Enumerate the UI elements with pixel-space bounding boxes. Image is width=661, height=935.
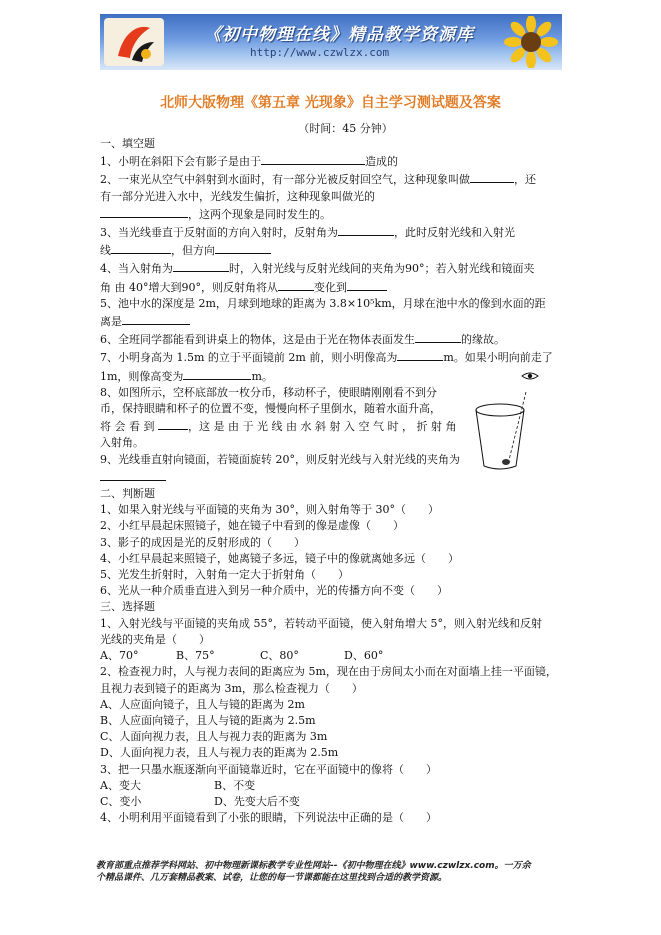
choice-options-3a xyxy=(100,778,565,794)
choice-option[interactable]: C、80° xyxy=(260,649,299,663)
question-fill-1: 1、小明在斜阳下会有影子是由于 造成的 xyxy=(100,152,565,170)
judge-item: 3、影子的成因是光的反射形成的（ ） xyxy=(100,535,305,549)
cup-rim xyxy=(476,404,524,416)
question-fill-2: 2、一束光从空气中斜射到水面时，有一部分光被反射回空气，这种现象叫做 ，还 xyxy=(100,170,565,188)
cup-diagram xyxy=(470,364,550,474)
question-fill-4-cont: 角 由 40°增大到90°，则反射角将从 变化到 xyxy=(100,278,565,296)
question-fill-4: 4、当入射角为 时，入射光线与反射光线间的夹角为90°；若入射光线和镜面夹 xyxy=(100,259,565,277)
answer-blank[interactable] xyxy=(415,330,461,343)
choice-option[interactable]: B、75° xyxy=(176,649,215,663)
section-heading-choice: 三、选择题 xyxy=(100,600,155,614)
judge-item: 4、小红早晨起来照镜子，她离镜子多远，镜子中的像就离她多远（ ） xyxy=(100,551,459,565)
question-fill-8: 8、如图所示，空杯底部放一枚分币，移动杯子，使眼睛刚刚看不到分 币，保持眼睛和杯子的位置不变，慢慢向杯子里倒水，随着水面升高， 将 会 看 到 ，这 是 由 于 光 线 由 水 斜 射 入 空 气 时 ， 折 射 角 入射角。 9、光线垂直射向镜面，若镜面旋转 20°，则反射光线与入射光线的夹角为 xyxy=(100,385,462,486)
answer-blank[interactable] xyxy=(158,417,188,430)
choice-option[interactable]: A、变大 xyxy=(100,778,141,792)
question-fill-3: 3、当光线垂直于反射面的方向入射时，反射角为 ，此时反射光线和入射光 xyxy=(100,223,565,241)
header-banner xyxy=(100,14,562,70)
answer-blank[interactable] xyxy=(338,223,394,236)
answer-blank[interactable] xyxy=(100,205,188,218)
choice-question-3: 3、把一只墨水瓶逐渐向平面镜靠近时，它在平面镜中的像将（ ） xyxy=(100,762,437,776)
judge-item: 2、小红早晨起床照镜子，她在镜子中看到的像是虚像（ ） xyxy=(100,519,404,533)
answer-blank[interactable] xyxy=(183,367,251,380)
answer-blank[interactable] xyxy=(100,468,166,481)
choice-option[interactable]: A、70° xyxy=(100,649,139,663)
banner-brand: 《初中物理在线》精品教学资源库 xyxy=(204,25,474,45)
question-fill-7: 7、小明身高为 1.5m 的立于平面镜前 2m 前，则小明像高为 m。如果小明向前走了 xyxy=(100,348,565,366)
choice-question-2: 2、检查视力时，人与视力表间的距离应为 5m，现在由于房间太小而在对面墙上挂一平面镜， xyxy=(100,665,557,679)
question-fill-5: 5、池中水的深度是 2m，月球到地球的距离为 3.8×10⁵km，月球在池中水的像到水面的距 xyxy=(100,296,546,310)
choice-question-1: 1、入射光线与平面镜的夹角成 55°，若转动平面镜，使入射角增大 5°，则入射光线和反射 xyxy=(100,616,542,630)
page-title: 北师大版物理《第五章 光现象》自主学习测试题及答案 xyxy=(160,95,501,111)
answer-blank[interactable] xyxy=(347,278,387,291)
choice-option[interactable]: D、60° xyxy=(344,649,384,663)
judge-item: 6、光从一种介质垂直进入到另一种介质中，光的传播方向不变（ ） xyxy=(100,584,448,598)
choice-question-4: 4、小明利用平面镜看到了小张的眼睛，下列说法中正确的是（ ） xyxy=(100,811,437,825)
question-fill-6: 6、全班同学都能看到讲桌上的物体，这是由于光在物体表面发生 的缘故。 xyxy=(100,330,565,348)
cup-body xyxy=(476,410,524,469)
question-fill-7-cont: 1m，则像高变为 m。 xyxy=(100,367,565,385)
choice-option[interactable]: C、人面向视力表，且人与视力表的距离为 3m xyxy=(100,730,328,744)
choice-options-3b xyxy=(100,794,565,810)
sight-line xyxy=(508,392,526,464)
sunflower-icon xyxy=(504,16,558,68)
choice-option[interactable]: D、先变大后不变 xyxy=(214,794,300,808)
answer-blank[interactable] xyxy=(173,259,229,272)
answer-blank[interactable] xyxy=(470,170,514,183)
section-heading-judge: 二、判断题 xyxy=(100,487,155,501)
question-fill-5-cont: 离是 xyxy=(100,312,565,330)
footer-line: 教育部重点推荐学科网站、初中物理新课标教学专业性网站--《初中物理在线》www.czwlzx.com。一万余 xyxy=(96,861,531,871)
section-heading-fill: 一、填空题 xyxy=(100,137,155,150)
time-limit: （时间：45 分钟） xyxy=(298,122,393,135)
answer-blank[interactable] xyxy=(397,348,443,361)
choice-question-2-cont: 且视力表到镜子的距离为 3m，那么检查视力（ ） xyxy=(100,681,363,695)
judge-item: 1、如果入射光线与平面镜的夹角为 30°，则入射角等于 30°（ ） xyxy=(100,503,439,517)
choice-option[interactable]: A、人应面向镜子，且人与镜的距离为 2m xyxy=(100,697,305,711)
answer-blank[interactable] xyxy=(122,312,190,325)
logo-icon xyxy=(110,20,158,64)
answer-blank[interactable] xyxy=(261,152,365,165)
judge-item: 5、光发生折射时，入射角一定大于折射角（ ） xyxy=(100,568,349,582)
answer-blank[interactable] xyxy=(111,241,171,254)
question-fill-3-cont: 线 ，但方向 xyxy=(100,241,565,259)
site-logo xyxy=(104,18,164,66)
answer-blank[interactable] xyxy=(278,278,314,291)
choice-option[interactable]: C、变小 xyxy=(100,794,142,808)
eye-icon xyxy=(522,373,538,379)
choice-options-1 xyxy=(100,648,565,664)
question-fill-2-cont: 有一部分光进入水中，光线发生偏折，这种现象叫做光的 xyxy=(100,189,375,203)
answer-blank[interactable] xyxy=(215,241,271,254)
footer-line: 个精品课件、几万套精品教案、试卷，让您的每一节课都能在这里找到合适的教学资源。 xyxy=(96,873,448,883)
question-fill-9: 9、光线垂直射向镜面，若镜面旋转 20°，则反射光线与入射光线的夹角为 xyxy=(100,452,460,466)
choice-option[interactable]: B、人应面向镜子，且人与镜的距离为 2.5m xyxy=(100,713,316,727)
question-fill-2-cont2: ，这两个现象是同时发生的。 xyxy=(100,205,565,223)
banner-url[interactable]: http://www.czwlzx.com xyxy=(250,46,390,59)
choice-option[interactable]: D、人面向视力表，且人与视力表的距离为 2.5m xyxy=(100,746,339,760)
worksheet-content xyxy=(100,136,565,826)
coin-icon xyxy=(502,459,510,465)
choice-question-1-cont: 光线的夹角是（ ） xyxy=(100,632,210,646)
choice-option[interactable]: B、不变 xyxy=(214,778,256,792)
page-footer xyxy=(96,860,568,884)
